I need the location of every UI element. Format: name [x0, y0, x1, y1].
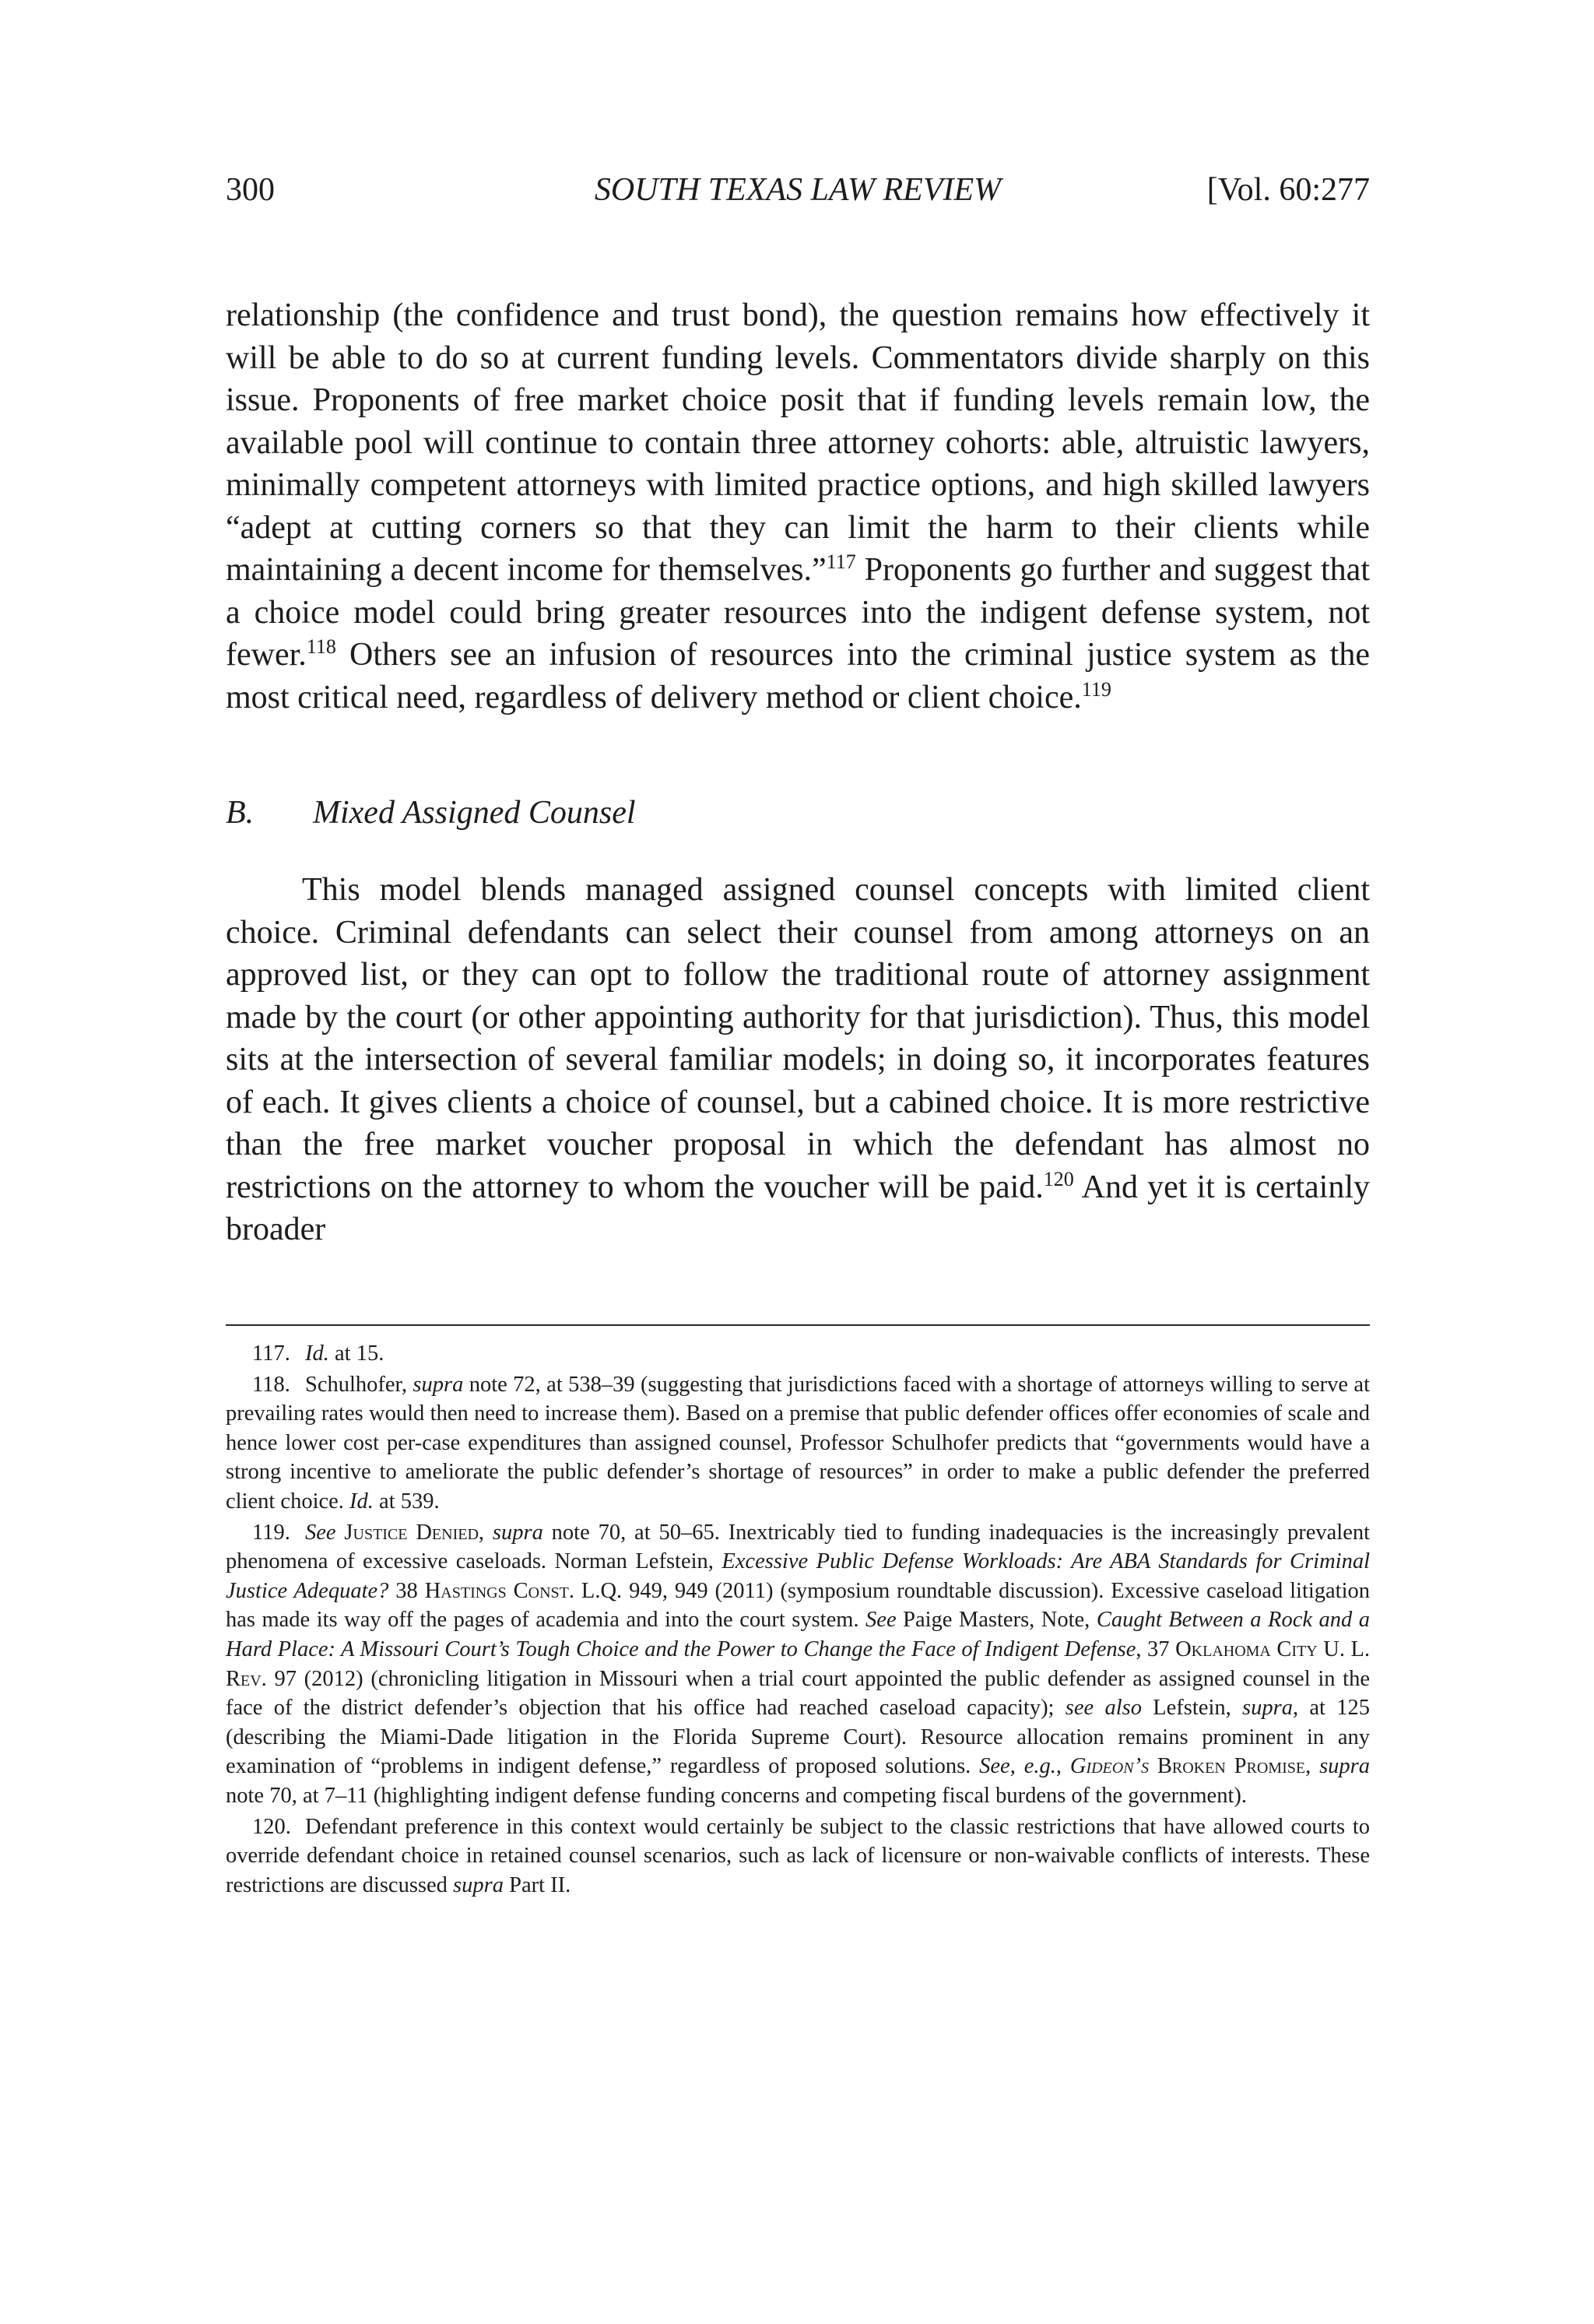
footnote-number: 120.: [252, 1814, 291, 1839]
footnote-text: ,: [478, 1520, 493, 1545]
paragraph-text: This model blends managed assigned counsel concepts with limited client choice. Criminal defendants can select their counsel from among attorneys on an approved list, or they can opt to follow the traditional route of attorney assignment made by the court (or other appointing authority for that jurisdiction). Thus, this model sits at the intersection of several familiar models; in doing so, it incorporates features of each. It gives clients a choice of counsel, but a cabined choice. It is more restrictive than the free market voucher proposal in which the defendant has almost no restrictions on the attorney to whom the voucher will be paid.: [226, 872, 1370, 1205]
footnote-ref-117[interactable]: 117: [826, 550, 856, 573]
footnote-text: Id.: [349, 1489, 374, 1514]
footnote-text: Broken Promise: [1149, 1754, 1306, 1779]
footnote-120: [226, 1812, 1370, 1900]
footnote-text: See: [865, 1608, 897, 1633]
section-heading: [226, 791, 1370, 835]
footnote-text: supra: [453, 1872, 504, 1897]
footnote-117: [226, 1339, 1370, 1369]
footnote-text: See, e.g.: [979, 1754, 1056, 1779]
paragraph: [226, 869, 1370, 1251]
footnote-text: , at 125 (describing the Miami-Dade litigation in the Florida Supreme Court). Resource allocation remains prominent in any examination of “problems in indigent defense,” regardless of proposed solutions.: [226, 1696, 1370, 1779]
footnote-text: note 70, at 7–11 (highlighting indigent defense funding concerns and competing fiscal burdens of the government).: [226, 1783, 1247, 1808]
volume-citation: [Vol. 60:277: [1206, 172, 1370, 208]
footnote-text: Id.: [305, 1341, 329, 1366]
page-number: 300: [226, 172, 275, 208]
footnote-text: supra: [1242, 1696, 1293, 1721]
paragraph-text: Proponents go further and suggest that a choice model could bring greater resources into the indigent defense system, not fewer.: [226, 552, 1370, 673]
footnote-text: 949, 949 (2011) (symposium roundtable discussion). Excessive caseload litigation has made its way off the pages of academia and into the court system.: [226, 1578, 1371, 1633]
footnote-text: Justice Denied: [335, 1520, 479, 1545]
paragraph-text: relationship (the confidence and trust bond), the question remains how effectively it will be able to do so at current funding levels. Commentators divide sharply on this issue. Proponents of free market choice posit that if funding levels remain low, the available pool will continue to contain three attorney cohorts: able, altruistic lawyers, minimally competent attorneys with limited practice options, and high skilled lawyers “adept at cutting corners so that they can limit the harm to their clients while maintaining a decent income for themselves.”: [226, 297, 1370, 588]
footnote-text: supra: [1319, 1754, 1371, 1779]
running-header: [226, 171, 1370, 218]
footnote-ref-119[interactable]: 119: [1081, 677, 1111, 701]
footnote-text: Gideon’s: [1069, 1754, 1150, 1779]
footnote-text: Part II.: [503, 1872, 571, 1897]
footnote-text: supra: [413, 1372, 464, 1397]
footnote-ref-118[interactable]: 118: [306, 635, 336, 658]
footnote-ref-120[interactable]: 120: [1043, 1167, 1074, 1190]
footnote-text: supra: [492, 1520, 543, 1545]
journal-title: SOUTH TEXAS LAW REVIEW: [594, 172, 1002, 208]
footnote-number: 119.: [252, 1520, 290, 1545]
footnote-text: Excessive Public Defense Workloads: Are ABA Standards for Criminal Justice Adequate?: [226, 1549, 1370, 1603]
footnote-text: at 539.: [373, 1489, 440, 1514]
footnote-text: note 70, at 50–65. Inextricably tied to funding inadequacies is the increasingly prevalent phenomena of excessive caseloads. Norman Lefstein,: [226, 1520, 1371, 1574]
footnote-text: ,: [1055, 1754, 1070, 1779]
footnote-text: Caught Between a Rock and a Hard Place: A Missouri Court’s Tough Choice and the Power to Change the Face of Indigent Defense: [226, 1608, 1371, 1661]
footnote-text: Defendant preference in this context would certainly be subject to the classic restrictions that have allowed courts to override defendant choice in retained counsel scenarios, such as lack of licensure or non-waivable conflicts of interests. These restrictions are discussed: [226, 1814, 1370, 1897]
footnote-text: Lefstein,: [1141, 1696, 1243, 1721]
footnote-number: 118.: [252, 1372, 290, 1397]
footnote-text: see also: [1065, 1696, 1142, 1721]
paragraph: [226, 294, 1370, 719]
footnote-text: at 15.: [328, 1341, 384, 1366]
footnote-text: 97 (2012) (chronicling litigation in Missouri when a trial court appointed the public defender as assigned counsel in the face of the district defender’s objection that his office had reached caseload capacity);: [226, 1666, 1370, 1721]
footnote-text: note 72, at 538–39 (suggesting that jurisdictions faced with a shortage of attorneys willing to serve at prevailing rates would then need to increase them). Based on a premise that public defender offices offer economies of scale and hence lower cost per-case expenditures than assigned counsel, Professor Schulhofer predicts that “governments would have a strong incentive to ameliorate the public defender’s shortage of resources” in order to make a public defender the preferred client choice.: [226, 1372, 1370, 1514]
footnote-text: Hastings Const. L.Q.: [424, 1578, 623, 1603]
footnote-text: Schulhofer,: [305, 1372, 413, 1397]
body-paragraph-2: [226, 869, 1370, 1251]
footnote-text: ,: [1305, 1754, 1320, 1779]
footnote-119: [226, 1518, 1370, 1811]
footnote-118: [226, 1370, 1370, 1517]
footnote-text: , 37: [1136, 1637, 1176, 1661]
section-title: Mixed Assigned Counsel: [313, 795, 636, 831]
paragraph-text: And yet it is certainly broader: [226, 1169, 1371, 1247]
footnote-text: See: [305, 1520, 336, 1545]
footnotes: [226, 1339, 1370, 1901]
footnote-number: 117.: [252, 1341, 290, 1366]
footnote-divider: [226, 1324, 1370, 1326]
footnote-text: Paige Masters, Note,: [896, 1608, 1097, 1633]
section-letter: B.: [226, 795, 255, 831]
footnote-text: 38: [388, 1578, 425, 1603]
body-paragraph-1: [226, 294, 1370, 719]
paragraph-text: Others see an infusion of resources into the criminal justice system as the most critical need, regardless of delivery method or client choice.: [226, 637, 1370, 715]
footnote-text: Oklahoma City U. L. Rev.: [226, 1637, 1371, 1691]
